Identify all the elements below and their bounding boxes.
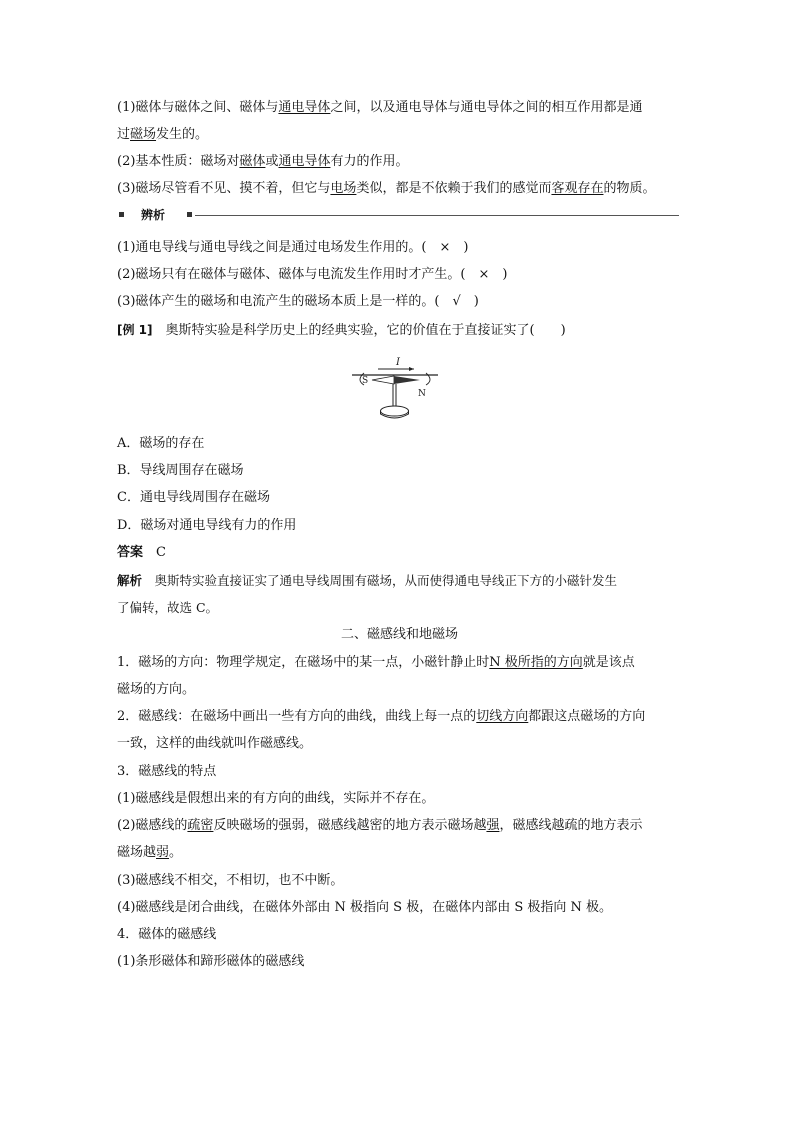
current-label: I <box>396 357 400 368</box>
text: 反映磁场的强弱，磁感线越密的地方表示磁场越 <box>213 818 487 833</box>
question-text: 奥斯特实验是科学历史上的经典实验，它的价值在于直接证实了( ) <box>152 323 566 338</box>
paragraph-1-line-2 <box>117 125 682 145</box>
text: 之间，以及通电导体与通电导体之间的相互作用都是通 <box>330 100 643 115</box>
analysis-line-1 <box>117 571 682 591</box>
text: 。 <box>169 845 183 860</box>
example-label: [例 1] <box>117 323 153 337</box>
item-1-line-1 <box>117 653 682 673</box>
square-bullet-icon <box>119 212 124 217</box>
underlined-term: 疏密 <box>187 818 214 833</box>
option-c: C．通电导线周围存在磁场 <box>117 490 270 505</box>
section-title: 二、磁感线和地磁场 <box>340 627 458 642</box>
text: 磁场越 <box>117 845 157 860</box>
divider-line <box>195 215 679 216</box>
text: (2)磁感线的 <box>117 818 188 833</box>
underlined-term: 通电导体 <box>278 154 331 169</box>
item-3-heading: 3．磁感线的特点 <box>117 764 217 779</box>
north-pole-label: N <box>418 389 426 399</box>
analysis-section-divider <box>117 207 679 223</box>
answer-value: C <box>143 545 166 560</box>
text: 就是该点 <box>582 655 635 670</box>
underlined-term: 磁场 <box>130 127 157 142</box>
text: (2)基本性质：磁场对 <box>117 154 240 169</box>
answer-line <box>117 543 682 563</box>
item-4-point-1: (1)条形磁体和蹄形磁体的磁感线 <box>117 954 305 969</box>
underlined-term: 客观存在 <box>551 181 604 196</box>
underlined-term: 弱 <box>156 845 170 860</box>
underlined-term: 通电导体 <box>278 100 331 115</box>
judge-item-3: (3)磁体产生的磁场和电流产生的磁场本质上是一样的。( √ ) <box>117 294 479 309</box>
underlined-term: 磁体 <box>239 154 266 169</box>
item-3-point-2-line-2 <box>117 843 682 863</box>
example-question <box>117 320 682 341</box>
option-d: D．磁场对通电导线有力的作用 <box>117 518 297 533</box>
square-bullet-icon <box>187 212 192 217</box>
item-3-point-2-line-1 <box>117 816 682 836</box>
south-pole-label: S <box>362 376 369 386</box>
answer-label: 答案 <box>117 545 144 560</box>
judge-item-2: (2)磁场只有在磁体与磁体、磁体与电流发生作用时才产生。( × ) <box>117 267 508 282</box>
text: (1)磁体与磁体之间、磁体与 <box>117 100 279 115</box>
text: 过 <box>117 127 131 142</box>
underlined-term: 切线方向 <box>476 709 529 724</box>
item-2-line-1 <box>117 707 682 727</box>
paragraph-1-line-1 <box>117 98 682 118</box>
item-4-heading: 4．磁体的磁感线 <box>117 927 217 942</box>
oersted-experiment-figure <box>350 352 440 426</box>
paragraph-2 <box>117 152 682 172</box>
compass-needle-north <box>394 376 420 384</box>
text: 都跟这点磁场的方向 <box>528 709 646 724</box>
item-3-point-1: (1)磁感线是假想出来的有方向的曲线，实际并不存在。 <box>117 791 435 806</box>
item-3-point-3: (3)磁感线不相交，不相切，也不中断。 <box>117 873 344 888</box>
text: 或 <box>265 154 279 169</box>
option-b: B．导线周围存在磁场 <box>117 463 244 478</box>
item-2-line-2: 一致，这样的曲线就叫作磁感线。 <box>117 736 313 751</box>
item-1-line-2: 磁场的方向。 <box>117 682 196 697</box>
compass-needle-south <box>372 376 394 384</box>
analysis-line-2: 了偏转，故选 C。 <box>117 600 219 615</box>
text: 1．磁场的方向：物理学规定，在磁场中的某一点，小磁针静止时 <box>117 655 490 670</box>
underlined-term: N 极所指的方向 <box>489 655 583 670</box>
analysis-text: 奥斯特实验直接证实了通电导线周围有磁场，从而使得通电导线正下方的小磁针发生 <box>142 573 618 588</box>
underlined-term: 强 <box>486 818 500 833</box>
item-3-point-4: (4)磁感线是闭合曲线，在磁体外部由 N 极指向 S 极，在磁体内部由 S 极指向 N 极。 <box>117 900 613 915</box>
option-a: A．磁场的存在 <box>117 436 205 451</box>
text: 的物质。 <box>603 181 656 196</box>
text: (3)磁场尽管看不见、摸不着，但它与 <box>117 181 331 196</box>
underlined-term: 电场 <box>330 181 357 196</box>
text: 有力的作用。 <box>330 154 409 169</box>
text: 发生的。 <box>156 127 209 142</box>
text: ，磁感线越疏的地方表示 <box>499 818 643 833</box>
text: 2．磁感线：在磁场中画出一些有方向的曲线，曲线上每一点的 <box>117 709 477 724</box>
analysis-label: 解析 <box>117 573 143 588</box>
judge-item-1: (1)通电导线与通电导线之间是通过电场发生作用的。( × ) <box>117 240 469 255</box>
analysis-heading: 辨析 <box>141 208 166 222</box>
paragraph-3 <box>117 179 682 199</box>
text: 类似，都是不依赖于我们的感觉而 <box>356 181 552 196</box>
